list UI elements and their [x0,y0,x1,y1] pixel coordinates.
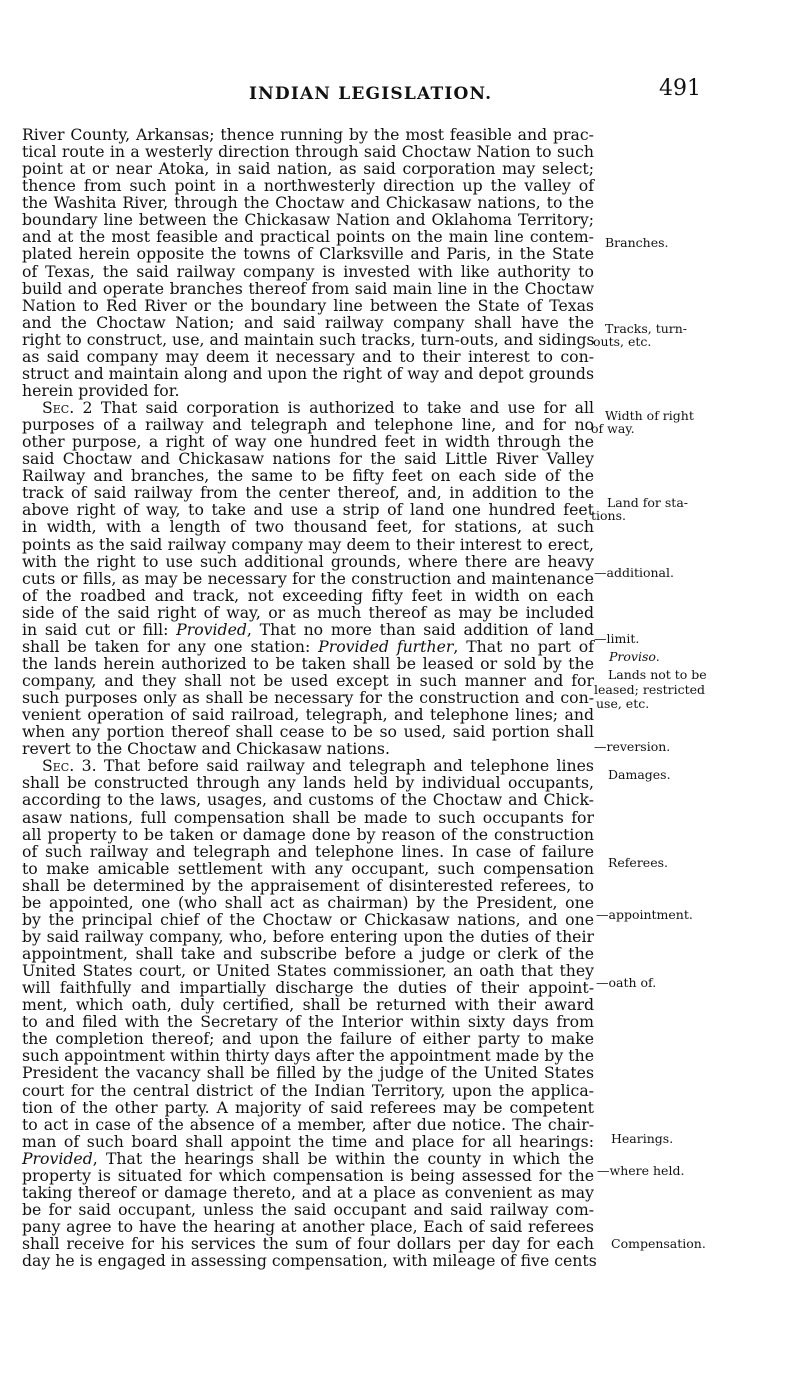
text-line: be for said occupant, unless the said occupant and said railway com- [22,1199,594,1219]
text-line: by the principal chief of the Choctaw or Chickasaw nations, and one [22,909,594,929]
text-line: Nation to Red River or the boundary line between the State of Texas [22,295,594,315]
text-line: Provided, That the hearings shall be within the county in which the [22,1148,594,1168]
text-line: of such railway and telegraph and telephone lines. In case of failure [22,841,594,861]
text-line: cuts or fills, as may be necessary for the construction and maintenance [22,568,594,588]
text-line: and at the most feasible and practical points on the main line contem- [22,227,594,247]
margin-note: —where held. [597,1163,685,1178]
text-line: by said railway company, who, before entering upon the duties of their [22,926,594,946]
text-line: in width, with a length of two thousand feet, for stations, at such [22,517,594,537]
text-line: as said company may deem it necessary and to their interest to con- [22,346,594,366]
margin-note: Tracks, turn- [605,321,688,336]
text-line: Railway and branches, the same to be fifty feet on each side of the [22,466,594,486]
margin-note: Width of right [605,408,694,423]
text-line: such purposes only as shall be necessary for the construction and con- [22,688,594,708]
text-line: above right of way, to take and use a strip of land one hundred feet [22,500,594,520]
text-line: boundary line between the Chickasaw Nation and Oklahoma Territory; [22,210,594,230]
text-line: day he is engaged in assessing compensation, with mileage of five cents [22,1251,597,1271]
margin-note: Branches. [605,235,669,250]
text-line: appointment, shall take and subscribe before a judge or clerk of the [22,944,594,963]
body-text [22,125,597,1271]
text-line: property is situated for which compensation is being assessed for the [22,1165,594,1185]
text-line: tion of the other party. A majority of said referees may be competent [22,1097,594,1117]
text-line: side of the said right of way, or as much thereof as may be included [22,602,594,622]
text-line: the completion thereof; and upon the failure of either party to make [22,1029,594,1049]
text-line: herein provided for. [22,380,180,400]
text-line: thence from such point in a northwesterly direction up the valley of [22,176,594,196]
margin-note: Referees. [608,855,668,870]
text-line: revert to the Choctaw and Chickasaw nations. [22,739,390,759]
text-line: to act in case of the absence of a member, after due notice. The chair- [22,1114,594,1134]
margin-note: use, etc. [596,696,650,711]
text-line: shall be constructed through any lands held by individual occupants, [22,773,594,793]
text-line: of the roadbed and track, not exceeding fifty feet in width on each [22,585,594,605]
margin-note: leased; restricted [594,682,706,697]
margin-note: —additional. [594,565,674,580]
text-line: according to the laws, usages, and customs of the Choctaw and Chick- [22,790,594,810]
text-line: right to construct, use, and maintain such tracks, turn-outs, and sidings [22,329,595,349]
margin-note: —limit. [594,631,640,646]
text-line: ment, which oath, duly certified, shall be returned with their award [22,995,594,1015]
text-line: pany agree to have the hearing at another place, Each of said referees [22,1217,594,1236]
text-line: build and operate branches thereof from said main line in the Choctaw [22,278,594,298]
text-line: the lands herein authorized to be taken shall be leased or sold by the [22,653,594,673]
running-header: INDIAN LEGISLATION. [249,84,493,104]
page-number: 491 [659,76,701,101]
margin-note: —reversion. [594,739,671,754]
text-line: will faithfully and impartially discharge the duties of their appoint- [22,978,594,998]
text-line: said Choctaw and Chickasaw nations for the said Little River Valley [22,449,594,469]
text-line: struct and maintain along and upon the right of way and depot grounds [22,363,594,383]
text-line: such appointment within thirty days after the appointment made by the [22,1046,594,1066]
text-line: Sec. 3. That before said railway and telegraph and telephone lines [42,756,594,776]
margin-note: tions. [591,508,626,523]
text-line: asaw nations, full compensation shall be made to such occupants for [22,807,594,827]
text-line: Sec. 2 That said corporation is authorized to take and use for all [42,398,594,417]
text-line: shall receive for his services the sum of four dollars per day for each [22,1234,594,1254]
text-line: purposes of a railway and telegraph and telephone line, and for no [22,415,594,435]
text-line: court for the central district of the Indian Territory, upon the applica- [22,1080,594,1100]
margin-note: —oath of. [596,975,657,990]
margin-note: of way. [591,421,635,436]
text-line: of Texas, the said railway company is invested with like authority to [22,261,594,281]
text-line: tical route in a westerly direction through said Choctaw Nation to such [22,142,594,162]
text-line: shall be determined by the appraisement of disinterested referees, to [22,875,594,895]
text-line: venient operation of said railroad, telegraph, and telephone lines; and [22,705,594,725]
text-line: to and filed with the Secretary of the Interior within sixty days from [22,1012,594,1032]
text-line: with the right to use such additional grounds, where there are heavy [22,551,594,571]
margin-note: outs, etc. [593,334,652,349]
text-line: man of such board shall appoint the time and place for all hearings: [22,1131,594,1151]
margin-note: Hearings. [611,1131,674,1146]
text-line: track of said railway from the center thereof, and, in addition to the [22,483,594,503]
text-line: taking thereof or damage thereto, and at a place as convenient as may [22,1182,594,1202]
margin-note: Damages. [608,767,671,782]
text-line: River County, Arkansas; thence running by the most feasible and prac- [22,125,594,144]
text-line: in said cut or fill: Provided, That no more than said addition of land [22,619,595,639]
text-line: points as the said railway company may deem to their interest to erect, [22,534,594,554]
text-line: the Washita River, through the Choctaw and Chickasaw nations, to the [22,193,594,213]
margin-note: Lands not to be [608,667,707,682]
text-line: other purpose, a right of way one hundred feet in width through the [22,432,594,452]
margin-note: Land for sta- [607,495,688,510]
text-line: all property to be taken or damage done by reason of the construction [22,824,594,844]
text-line: shall be taken for any one station: Provided further, That no part of [22,636,594,656]
text-line: United States court, or United States commissioner, an oath that they [22,961,594,981]
text-line: when any portion thereof shall cease to be so used, said portion shall [22,722,594,742]
text-line: and the Choctaw Nation; and said railway company shall have the [22,312,594,332]
text-line: plated herein opposite the towns of Clarksville and Paris, in the State [22,244,594,264]
text-line: company, and they shall not be used except in such manner and for [22,671,594,690]
margin-note: —appointment. [596,907,693,922]
margin-note: Proviso. [609,649,660,664]
margin-note: Compensation. [611,1236,706,1251]
text-line: point at or near Atoka, in said nation, as said corporation may select; [22,159,594,179]
text-line: to make amicable settlement with any occupant, such compensation [22,858,594,878]
text-line: President the vacancy shall be filled by the judge of the United States [22,1063,594,1083]
text-line: be appointed, one (who shall act as chairman) by the President, one [22,892,594,912]
